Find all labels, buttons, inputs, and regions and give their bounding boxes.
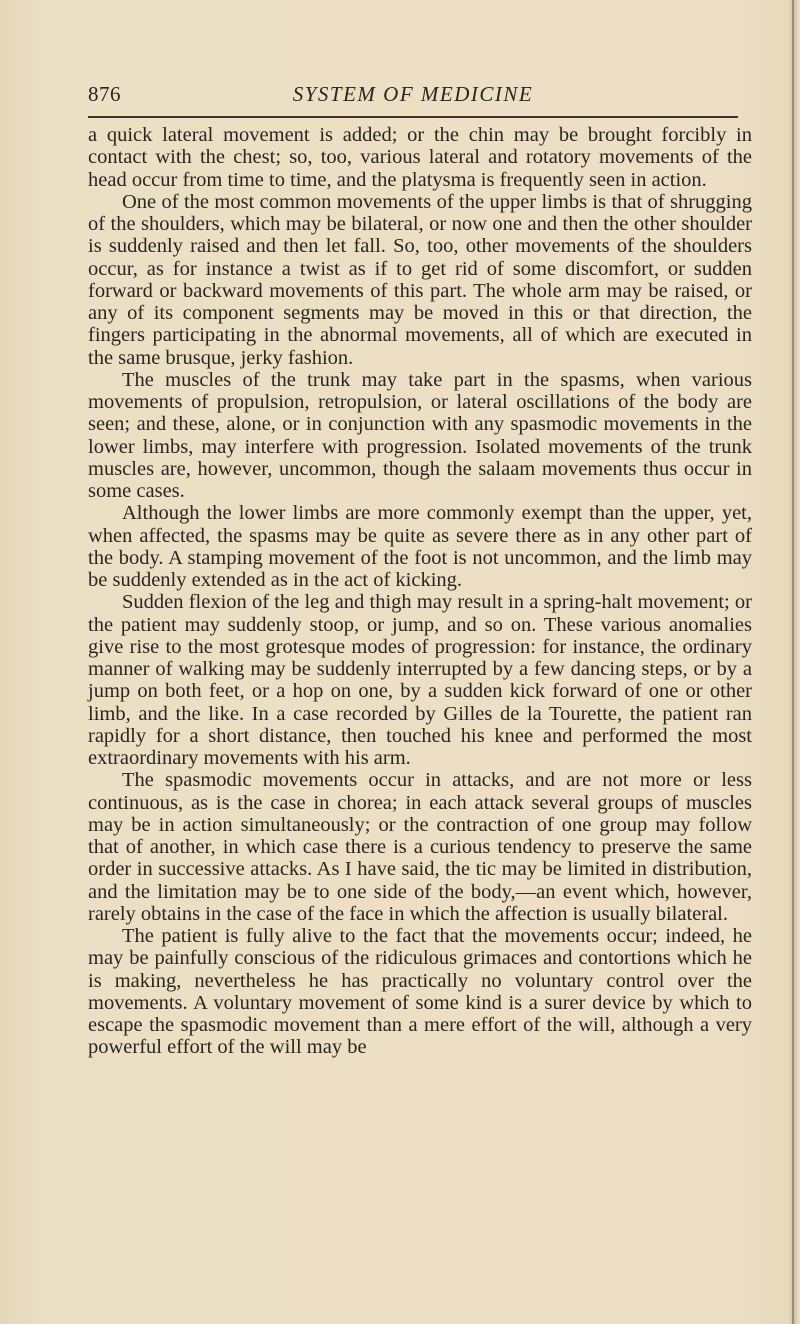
header-rule	[88, 116, 738, 118]
paragraph: a quick lateral movement is added; or the chin may be brought forcibly in contact with the chest; so, too, various lateral and rotatory movements of the head occur from time to time, and the platysma is frequently seen in action.	[88, 124, 752, 191]
paragraph: Sudden flexion of the leg and thigh may result in a spring-halt movement; or the patient may suddenly stoop, or jump, and so on. These various anomalies give rise to the most grotesque modes of progression: for instance, the ordinary manner of walking may be suddenly interrupted by a few dancing steps, or by a jump on both feet, or a hop on one, by a sudden kick forward of one or other limb, and the like. In a case recorded by Gilles de la Tourette, the patient ran rapidly for a short distance, then touched his knee and performed the most extraordinary movements with his arm.	[88, 591, 752, 769]
paragraph: One of the most common movements of the upper limbs is that of shrugging of the shoulders, which may be bilateral, or now one and then the other shoulder is suddenly raised and then let fall. So, too, other movements of the shoulders occur, as for instance a twist as if to get rid of some discomfort, or sudden forward or backward movements of this part. The whole arm may be raised, or any of its component segments may be moved in this or that direction, the fingers participating in the abnormal movements, all of which are executed in the same brusque, jerky fashion.	[88, 190, 752, 369]
page-header	[88, 82, 738, 110]
paragraph: The patient is fully alive to the fact that the movements occur; indeed, he may be painfully conscious of the ridiculous grimaces and contortions which he is making, nevertheless he has practically no voluntary control over the movements. A voluntary movement of some kind is a surer device by which to escape the spasmodic movement than a mere effort of the will, although a very powerful effort of the will may be	[88, 925, 752, 1059]
running-title: SYSTEM OF MEDICINE	[292, 82, 534, 106]
page-edge	[792, 0, 794, 1324]
paragraph: Although the lower limbs are more commonly exempt than the upper, yet, when affected, the spasms may be quite as severe there as in any other part of the body. A stamping movement of the foot is not uncommon, and the limb may be suddenly extended as in the act of kicking.	[88, 502, 752, 591]
paragraph: The muscles of the trunk may take part in the spasms, when various movements of propulsion, retropulsion, or lateral oscillations of the body are seen; and these, alone, or in conjunction with any spasmodic movements in the lower limbs, may interfere with progression. Isolated movements of the trunk muscles are, however, uncommon, though the salaam movements thus occur in some cases.	[88, 368, 752, 502]
page-body	[88, 124, 752, 1059]
page-number: 876	[88, 82, 121, 106]
paragraph: The spasmodic movements occur in attacks, and are not more or less continuous, as is the case in chorea; in each attack several groups of muscles may be in action simultaneously; or the contraction of one group may follow that of another, in which case there is a curious tendency to preserve the same order in successive attacks. As I have said, the tic may be limited in distribution, and the limitation may be to one side of the body,—an event which, however, rarely obtains in the case of the face in which the affection is usually bilateral.	[88, 769, 752, 925]
